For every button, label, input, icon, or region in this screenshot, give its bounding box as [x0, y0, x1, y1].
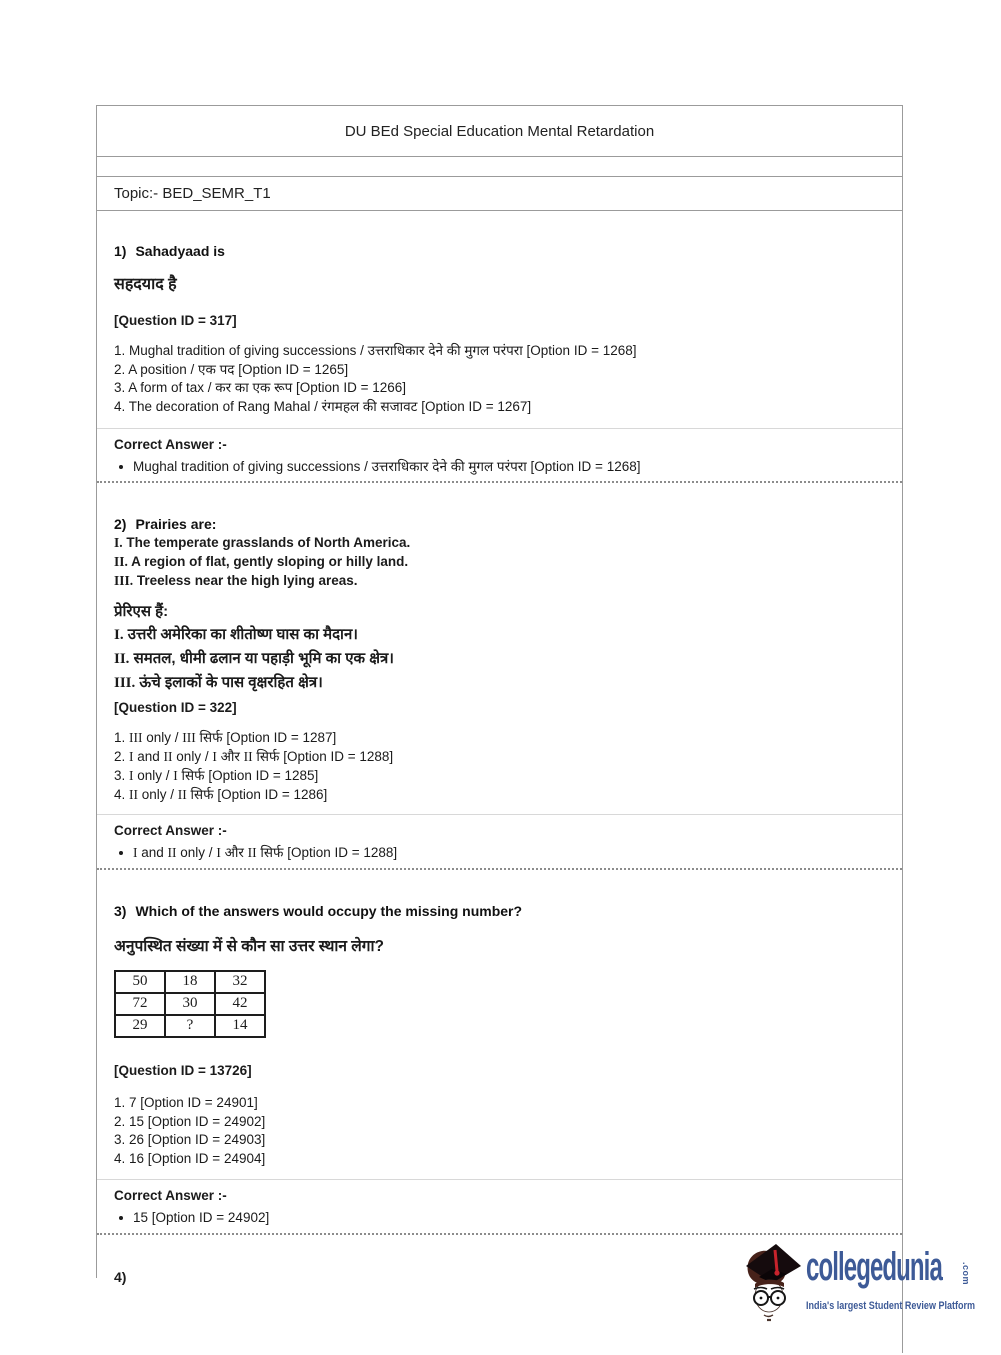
option-item: 1. 7 [Option ID = 24901] — [114, 1094, 258, 1110]
text-run: ऊंचे इलाकों के पास वृक्षरहित क्षेत्र। — [135, 673, 323, 691]
answer-separator — [97, 814, 902, 815]
correct-answer-label: Correct Answer :- — [114, 436, 227, 452]
table-row — [115, 1015, 265, 1037]
option-item: 4. The decoration of Rang Mahal / रंगमहल की सजावट [Option ID = 1267] — [114, 399, 532, 415]
text-run: III. — [114, 572, 134, 588]
correct-answer-text: 15 [Option ID = 24902] — [133, 1209, 270, 1225]
document-frame — [96, 105, 903, 1353]
text-run: और — [216, 748, 244, 764]
question-1-id: [Question ID = 317] — [114, 313, 237, 328]
topic-label: Topic:- BED_SEMR_T1 — [96, 176, 903, 211]
question-1-options — [114, 342, 885, 417]
logo-tagline — [806, 1296, 1001, 1314]
text-run: 2. — [114, 748, 130, 764]
logo-tagline-text: India's largest Student Review Platform — [806, 1300, 976, 1312]
option-item: 2. A position / एक पद [Option ID = 1265] — [114, 361, 349, 377]
text-run: II — [163, 748, 173, 764]
option-item: 3. 26 [Option ID = 24903] — [114, 1132, 266, 1148]
mascot-icon — [742, 1242, 804, 1324]
table-cell: 18 — [165, 971, 215, 993]
statement-line — [114, 671, 885, 695]
question-2-options — [114, 728, 885, 804]
bullet-icon — [119, 465, 123, 469]
questions-area — [96, 210, 903, 1353]
option-item: 1. Mughal tradition of giving successions / उत्तराधिकार देने की मुगल परंपरा [Option ID = 1268] — [114, 343, 637, 358]
text-run: II — [129, 786, 139, 802]
question-title-text: Which of the answers would occupy the missing number? — [135, 902, 523, 919]
text-run: I. — [114, 534, 123, 550]
collegedunia-logo — [742, 1242, 982, 1326]
answer-separator — [97, 428, 902, 429]
statement-line — [114, 647, 885, 671]
correct-answer-row — [114, 458, 885, 476]
text-run: only / — [138, 786, 178, 802]
table-row — [115, 993, 265, 1015]
text-run: सिर्फ [Option ID = 1288] — [252, 748, 394, 764]
option-item: 3. A form of tax / कर का एक रूप [Option ID = 1266] — [114, 380, 406, 396]
text-run: II — [177, 786, 187, 802]
page-title: DU BEd Special Education Mental Retardation — [96, 105, 903, 157]
text-run: I — [133, 844, 138, 860]
text-run: सिर्फ [Option ID = 1288] — [256, 844, 398, 860]
statement-line — [114, 533, 885, 552]
statement-line — [114, 623, 885, 647]
correct-answer-row — [114, 844, 885, 862]
text-run: 1. — [114, 729, 130, 745]
question-separator — [97, 481, 902, 483]
option-item — [114, 728, 885, 747]
option-item: 4. 16 [Option ID = 24904] — [114, 1150, 266, 1166]
text-run: Treeless near the high lying areas. — [133, 572, 358, 588]
question-3-id: [Question ID = 13726] — [114, 1062, 252, 1078]
text-run: III. — [114, 674, 136, 691]
table-cell: 29 — [115, 1015, 165, 1037]
logo-wordmark-text: collegedunia — [806, 1245, 942, 1289]
text-run: only / — [176, 844, 217, 860]
text-run: II — [167, 844, 177, 860]
text-run: I — [129, 748, 134, 764]
question-3-title — [114, 903, 885, 920]
question-3-title-hindi: अनुपस्थित संख्या में से कौन सा उत्तर स्थान लेगा? — [114, 937, 384, 955]
bullet-icon — [119, 1216, 123, 1220]
question-2-statements-en — [114, 533, 885, 590]
question-1-title — [114, 243, 885, 260]
question-2-id: [Question ID = 322] — [114, 699, 237, 715]
question-title-text: Sahadyaad is — [135, 243, 225, 259]
statement-line — [114, 552, 885, 571]
correct-answer-label: Correct Answer :- — [114, 1187, 227, 1203]
text-run: I — [173, 767, 178, 783]
text-run: I — [216, 844, 221, 860]
text-run: I — [212, 748, 217, 764]
table-cell: 32 — [215, 971, 265, 993]
question-2-statements-hi — [114, 623, 885, 695]
text-run: The temperate grasslands of North America. — [122, 534, 411, 550]
text-run: only / — [142, 729, 183, 745]
text-run: and — [133, 748, 164, 764]
statement-line — [114, 571, 885, 590]
text-run: II. — [114, 553, 128, 569]
text-run: and — [137, 844, 168, 860]
header-spacer-row — [96, 156, 903, 177]
text-run: और — [220, 844, 248, 860]
text-run: 3. — [114, 767, 130, 783]
table-cell: 42 — [215, 993, 265, 1015]
option-item — [114, 785, 885, 804]
table-cell: 14 — [215, 1015, 265, 1037]
correct-answer-text — [133, 844, 397, 862]
text-run: II — [247, 844, 257, 860]
table-row — [115, 971, 265, 993]
table-cell: 30 — [165, 993, 215, 1015]
question-separator — [97, 868, 902, 870]
table-cell: 50 — [115, 971, 165, 993]
text-run: I. — [114, 626, 124, 643]
text-run: सिर्फ [Option ID = 1285] — [177, 767, 319, 783]
text-run: A region of flat, gently sloping or hilly land. — [127, 553, 409, 569]
question-2-title — [114, 516, 885, 533]
correct-answer-text: Mughal tradition of giving successions / उत्तराधिकार देने की मुगल परंपरा [Option ID = 1268] — [133, 458, 641, 474]
question-2-title-hindi: प्रेरिएस हैं: — [114, 602, 169, 620]
question-separator — [97, 1233, 902, 1235]
text-run: I — [129, 767, 134, 783]
answer-separator — [97, 1179, 902, 1180]
option-item — [114, 766, 885, 785]
question-4-number: 4) — [114, 1268, 127, 1285]
correct-answer-label: Correct Answer :- — [114, 822, 227, 838]
text-run: II — [243, 748, 253, 764]
question-3-options — [114, 1094, 885, 1169]
text-run: सिर्फ [Option ID = 1287] — [195, 729, 337, 745]
logo-domain: .com — [961, 1262, 971, 1286]
question-number: 3) — [114, 902, 127, 919]
logo-wordmark — [806, 1245, 1001, 1290]
border-fade-patch — [96, 1278, 98, 1355]
bullet-icon — [119, 851, 123, 855]
text-run: II. — [114, 650, 130, 667]
correct-answer-row — [114, 1209, 885, 1227]
text-run: समतल, धीमी ढलान या पहाड़ी भूमि का एक क्षेत्र। — [129, 649, 394, 667]
table-cell: ? — [165, 1015, 215, 1037]
question-title-text: Prairies are: — [135, 515, 217, 532]
option-item: 2. 15 [Option ID = 24902] — [114, 1113, 266, 1129]
text-run: उत्तरी अमेरिका का शीतोष्ण घास का मैदान। — [123, 625, 358, 643]
text-run: सिर्फ [Option ID = 1286] — [186, 786, 328, 802]
text-run: 4. — [114, 786, 130, 802]
question-1-title-hindi: सहदयाद है — [114, 276, 177, 293]
option-item — [114, 747, 885, 766]
table-cell: 72 — [115, 993, 165, 1015]
number-table — [114, 970, 266, 1038]
question-number: 2) — [114, 515, 127, 532]
question-number: 1) — [114, 243, 127, 259]
text-run: III — [182, 729, 196, 745]
text-run: III — [129, 729, 143, 745]
text-run: only / — [133, 767, 174, 783]
text-run: only / — [172, 748, 213, 764]
